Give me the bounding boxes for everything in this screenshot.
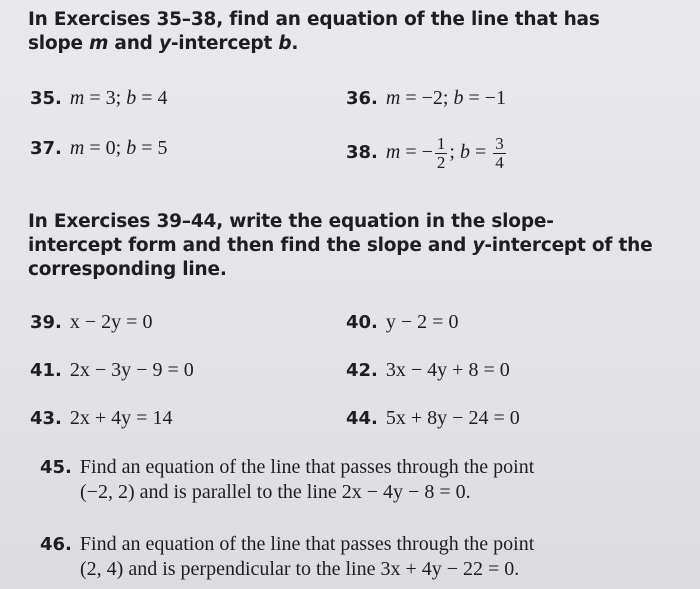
- instructions-line: In Exercises 39–44, write the equation in the slope-: [28, 211, 554, 232]
- exercise-37: [30, 136, 167, 161]
- text-fragment: .: [291, 33, 299, 54]
- exercise-number: 35.: [30, 88, 62, 109]
- equation: 2x − 3y − 9 = 0: [69, 359, 194, 381]
- exercise-44: [346, 406, 520, 431]
- exercise-45-second-line: (−2, 2) and is parallel to the line 2x − 4y − 8 = 0.: [80, 481, 471, 503]
- equation: 3x − 4y + 8 = 0: [385, 359, 510, 381]
- exercise-46: [40, 532, 680, 582]
- text-fragment: = 4: [136, 87, 168, 109]
- variable-b: b: [459, 141, 470, 163]
- exercise-36: [346, 86, 506, 111]
- variable-m: m: [385, 141, 401, 163]
- text-fragment: = 3;: [84, 87, 127, 109]
- text-fragment: slope: [28, 33, 90, 54]
- text-fragment: Find an equation of the line that passes through the point: [79, 533, 535, 555]
- exercise-number: 41.: [30, 360, 62, 381]
- exercise-43: [30, 406, 172, 431]
- fraction-numerator: 1: [436, 133, 446, 153]
- exercise-46-second-line: (2, 4) and is perpendicular to the line 3x + 4y − 22 = 0.: [80, 558, 520, 580]
- exercise-number: 42.: [346, 360, 378, 381]
- exercise-41: [30, 358, 194, 383]
- text-fragment: and: [108, 33, 159, 54]
- variable-m: m: [385, 87, 401, 109]
- exercise-38: [346, 132, 508, 173]
- variable-b: b: [126, 137, 137, 159]
- exercise-number: 43.: [30, 408, 62, 429]
- fraction-numerator: 3: [495, 133, 504, 153]
- exercise-number: 40.: [346, 312, 378, 333]
- text-fragment: m: [89, 33, 109, 54]
- fraction-one-half: [435, 135, 448, 172]
- text-fragment: -intercept of the: [484, 235, 653, 256]
- text-fragment: b: [278, 33, 292, 54]
- instructions-35-38: [28, 8, 678, 56]
- exercise-number: 38.: [346, 142, 378, 163]
- exercise-45: [40, 455, 680, 505]
- exercise-39: [30, 310, 152, 335]
- equation: 5x + 8y − 24 = 0: [385, 407, 520, 429]
- instructions-line: [28, 234, 678, 258]
- fraction-denominator: 4: [495, 152, 504, 172]
- equation: y − 2 = 0: [385, 311, 459, 333]
- exercise-number: 45.: [40, 457, 72, 478]
- exercise-46-first-line: [40, 533, 534, 555]
- variable-m: m: [69, 87, 85, 109]
- exercise-number: 39.: [30, 312, 62, 333]
- text-fragment: ;: [449, 141, 460, 163]
- fraction-three-quarters: [493, 135, 506, 172]
- text-fragment: y: [472, 235, 485, 256]
- text-fragment: = −2;: [400, 87, 454, 109]
- instructions-line: In Exercises 35–38, find an equation of the line that has: [28, 9, 600, 30]
- exercise-number: 46.: [40, 534, 72, 555]
- text-fragment: = −: [400, 141, 433, 163]
- instructions-39-44: [28, 210, 678, 282]
- instructions-line: [28, 32, 678, 56]
- text-fragment: =: [469, 141, 492, 163]
- text-fragment: = 0;: [84, 137, 127, 159]
- exercise-number: 36.: [346, 88, 378, 109]
- exercise-number: 37.: [30, 138, 62, 159]
- text-fragment: intercept form and then find the slope and: [28, 235, 473, 256]
- text-fragment: y: [158, 33, 171, 54]
- variable-m: m: [69, 137, 85, 159]
- text-fragment: = −1: [463, 87, 507, 109]
- fraction-denominator: 2: [436, 152, 446, 172]
- text-fragment: = 5: [136, 137, 168, 159]
- equation: x − 2y = 0: [69, 311, 153, 333]
- variable-b: b: [126, 87, 137, 109]
- exercise-40: [346, 310, 458, 335]
- exercise-number: 44.: [346, 408, 378, 429]
- equation: 2x + 4y = 14: [69, 407, 173, 429]
- exercise-35: [30, 86, 167, 111]
- text-fragment: Find an equation of the line that passes through the point: [79, 456, 535, 478]
- instructions-line: corresponding line.: [28, 259, 227, 280]
- exercise-45-first-line: [40, 456, 534, 478]
- variable-b: b: [453, 87, 464, 109]
- exercise-42: [346, 358, 510, 383]
- text-fragment: -intercept: [170, 33, 279, 54]
